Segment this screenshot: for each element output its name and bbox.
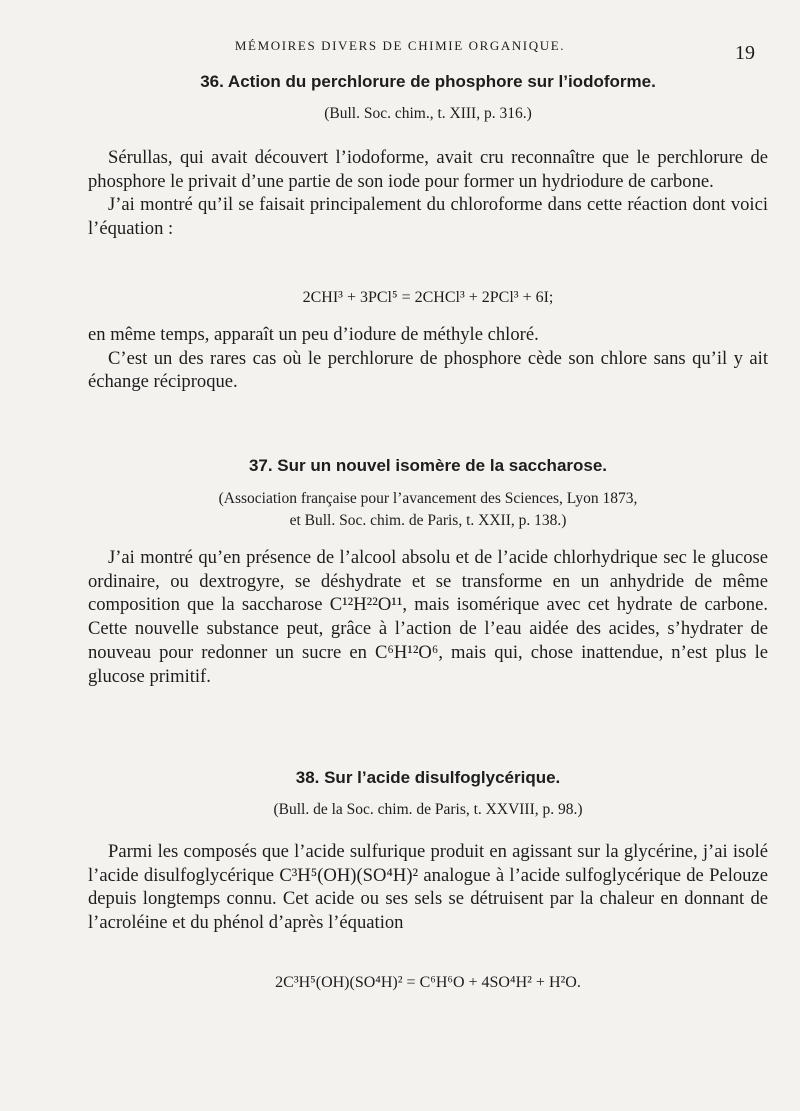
section-37-citation-line-2: et Bull. Soc. chim. de Paris, t. XXII, p. 138.) — [289, 512, 567, 529]
section-38-equation: 2C³H⁵(OH)(SO⁴H)² = C⁶H⁶O + 4SO⁴H² + H²O. — [275, 974, 581, 991]
section-36-paragraph-3: en même temps, apparaît un peu d’iodure de méthyle chloré. — [88, 324, 539, 345]
section-37-citation-line-1: (Association française pour l’avancement des Sciences, Lyon 1873, — [218, 490, 638, 507]
section-36-paragraph-1: Sérullas, qui avait découvert l’iodoforme, avait cru reconnaître que le perchlorure de phosphore le privait d’une partie de son iode pour former un hydriodure de carbone. — [88, 147, 768, 192]
section-36-body — [88, 146, 768, 241]
section-38-citation: (Bull. de la Soc. chim. de Paris, t. XXVIII, p. 98.) — [273, 801, 583, 818]
section-37-paragraph-1: J’ai montré qu’en présence de l’alcool absolu et de l’acide chlorhydrique sec le glucose ordinaire, ou dextrogyre, se déshydrate et se transforme en un anhydride de même composition que la saccharose C¹²H²²O¹¹, mais isomérique avec cet hydrate de carbone. Cette nouvelle substance peut, grâce à l’action de l’eau aidée des acides, s’hydrater de nouveau pour redonner un sucre en C⁶H¹²O⁶, mais qui, chose inattendue, n’est plus le glucose primitif. — [88, 547, 768, 687]
page-number: 19 — [735, 42, 755, 64]
section-36-citation: (Bull. Soc. chim., t. XIII, p. 316.) — [324, 105, 532, 122]
section-37-citation — [88, 488, 768, 532]
section-37-body — [88, 546, 768, 688]
section-36-paragraph-4: C’est un des rares cas où le perchlorure de phosphore cède son chlore sans qu’il y ait échange réciproque. — [88, 347, 768, 393]
running-head: MÉMOIRES DIVERS DE CHIMIE ORGANIQUE. — [234, 38, 566, 53]
section-37-title: 37. Sur un nouvel isomère de la saccharose. — [248, 456, 608, 475]
section-36-title: 36. Action du perchlorure de phosphore sur l’iodoforme. — [200, 72, 656, 91]
section-36-paragraph-2: J’ai montré qu’il se faisait principalement du chloroforme dans cette réaction dont voici l’équation : — [88, 194, 768, 240]
section-38-paragraph-1: Parmi les composés que l’acide sulfurique produit en agissant sur la glycérine, j’ai isolé l’acide disulfoglycérique C³H⁵(OH)(SO⁴H)² analogue à l’acide sulfoglycérique de Pelouze depuis longtemps connu. Cet acide ou ses sels se détruisent par la chaleur en donnant de l’acroléine et du phénol d’après l’équation — [88, 841, 768, 934]
section-36-equation: 2CHI³ + 3PCl⁵ = 2CHCl³ + 2PCl³ + 6I; — [302, 289, 554, 306]
section-38-body — [88, 840, 768, 935]
section-36-body-continued — [88, 323, 768, 394]
section-38-title: 38. Sur l’acide disulfoglycérique. — [295, 768, 561, 787]
